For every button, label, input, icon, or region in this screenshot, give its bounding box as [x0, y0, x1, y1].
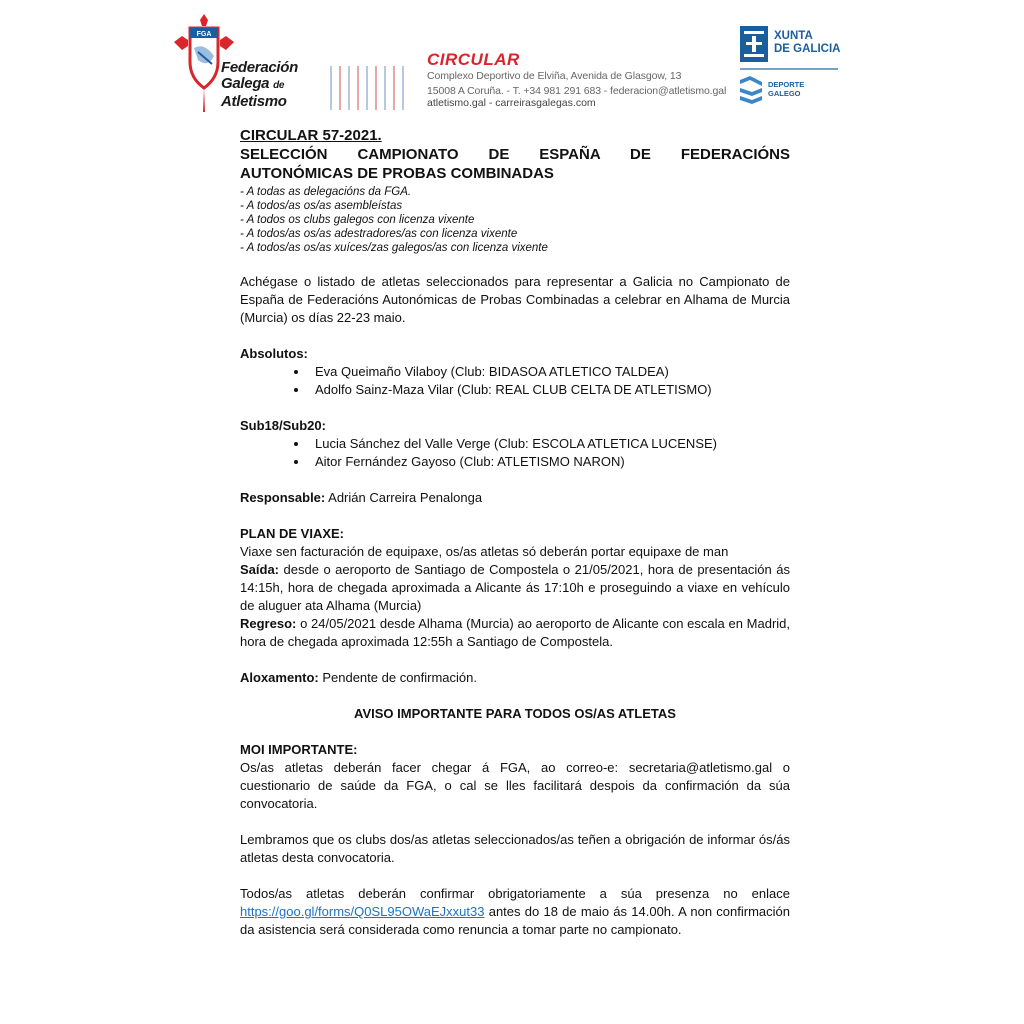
- lembramos-paragraph: Lembramos que os clubs dos/as atletas seleccionados/as teñen a obrigación de informar ós/ás atletas desta convocatoria.: [240, 832, 790, 865]
- saida-label: Saída:: [240, 562, 280, 577]
- athlete-item: • Eva Queimaño Vilaboy (Club: BIDASOA ATLETICO TALDEA): [309, 363, 790, 381]
- form-link[interactable]: https://goo.gl/forms/Q0SL95OWaEJxxut33: [240, 904, 485, 919]
- absolutos-list: [240, 363, 790, 399]
- brand-de: de: [273, 80, 285, 91]
- address-line1: Complexo Deportivo de Elviña, Avenida de Glasgow, 13: [427, 70, 682, 82]
- recipient-item: - A todas as delegacións da FGA.: [240, 186, 412, 198]
- circular-title: CIRCULAR 57-2021.: [240, 127, 382, 144]
- regreso-label: Regreso:: [240, 616, 297, 631]
- brand-line2: Galega: [221, 75, 270, 92]
- plan-label: PLAN DE VIAXE:: [240, 526, 345, 541]
- circular-body: [240, 126, 790, 939]
- fga-logo: [172, 12, 307, 117]
- address-block: [427, 69, 726, 99]
- moi-paragraph: Os/as atletas deberán facer chegar á FGA, ao correo-e: secretaria@atletismo.gal o cuestionario de saúde da FGA, o cal se lles facilitará despois da confirmación da súa convocatoria.: [240, 760, 790, 811]
- xunta-line2: DE GALICIA: [774, 43, 841, 55]
- recipients-list: [240, 185, 790, 255]
- aloxamento-line: [240, 669, 790, 687]
- xunta-divider: [740, 68, 838, 70]
- deporte-line2: GALEGO: [768, 89, 801, 98]
- sub-list: [240, 435, 790, 471]
- xunta-emblem-icon: [740, 26, 768, 62]
- address-line2: 15008 A Coruña. - T. +34 981 291 683 - federacion@atletismo.gal: [427, 85, 727, 97]
- circular-label: CIRCULAR: [427, 50, 520, 69]
- athlete-item: • Adolfo Sainz-Maza Vilar (Club: REAL CLUB CELTA DE ATLETISMO): [309, 381, 790, 399]
- saida-paragraph: [240, 561, 790, 615]
- todos-post: antes do 18 de maio ás 14.00h. A non confirmación da asistencia será considerada como renuncia a tomar parte no campionato.: [240, 904, 790, 937]
- brand-line1: Federación: [221, 59, 299, 76]
- recipient-item: - A todos/as os/as asembleístas: [240, 200, 403, 212]
- saida-text: desde o aeroporto de Santiago de Compostela o 21/05/2021, hora de presentación ás 14:15h, hora de chegada aproximada a Alicante ás 17:10h e proseguindo a viaxe en vehículo de aluguer ata Alhama (Murcia): [240, 562, 790, 613]
- moi-label: MOI IMPORTANTE:: [240, 742, 358, 757]
- regreso-paragraph: [240, 615, 790, 651]
- athlete-item: • Aitor Fernández Gayoso (Club: ATLETISMO NARON): [309, 453, 790, 471]
- recipient-item: - A todos/as os/as adestradores/as con licenza vixente: [240, 228, 518, 240]
- deporte-galego-icon: [740, 76, 762, 104]
- responsable-line: [240, 489, 790, 507]
- aloxamento-label: Aloxamento:: [240, 670, 319, 685]
- todos-pre: Todos/as atletas deberán confirmar obrigatoriamente a súa presenza no enlace: [240, 886, 790, 901]
- fga-emblem-text: FGA: [196, 31, 212, 38]
- athlete-item: • Lucia Sánchez del Valle Verge (Club: ESCOLA ATLETICA LUCENSE): [309, 435, 790, 453]
- xunta-text: [774, 30, 840, 56]
- xunta-line1: XUNTA: [774, 30, 813, 42]
- plan-line: Viaxe sen facturación de equipaxe, os/as atletas só deberán portar equipaxe de man: [240, 544, 729, 559]
- absolutos-label: Absolutos:: [240, 346, 308, 361]
- circular-subtitle-line1: SELECCIÓN CAMPIONATO DE ESPAÑA DE FEDERACIÓNS: [240, 146, 790, 163]
- aviso-heading: AVISO IMPORTANTE PARA TODOS OS/AS ATLETAS: [354, 706, 676, 721]
- sub-label: Sub18/Sub20:: [240, 418, 326, 433]
- todos-paragraph: [240, 885, 790, 939]
- deporte-galego-text: [768, 80, 804, 98]
- regreso-text: o 24/05/2021 desde Alhama (Murcia) ao aeroporto de Alicante con escala en Madrid, hora de chegada aproximada 12:55h a Santiago de Compostela.: [240, 616, 790, 649]
- responsable-value: Adrián Carreira Penalonga: [325, 490, 483, 505]
- stripes-decoration: [330, 66, 404, 110]
- xunta-logo: [740, 26, 850, 116]
- deporte-line1: DEPORTE: [768, 80, 805, 89]
- web-line: atletismo.gal - carreirasgalegas.com: [427, 97, 596, 109]
- responsable-label: Responsable:: [240, 490, 326, 505]
- circular-subtitle-line2: AUTONÓMICAS DE PROBAS COMBINADAS: [240, 165, 554, 182]
- fga-brand-text: [221, 60, 298, 110]
- intro-paragraph: Achégase o listado de atletas seleccionados para representar a Galicia no Campionato de España de Federacións Autonómicas de Probas Combinadas a celebrar en Alhama de Murcia (Murcia) os días 22-23 maio.: [240, 274, 790, 325]
- aloxamento-value: Pendente de confirmación.: [318, 670, 478, 685]
- recipient-item: - A todos/as os/as xuíces/zas galegos/as con licenza vixente: [240, 242, 548, 254]
- brand-line3: Atletismo: [221, 93, 287, 110]
- recipient-item: - A todos os clubs galegos con licenza vixente: [240, 214, 475, 226]
